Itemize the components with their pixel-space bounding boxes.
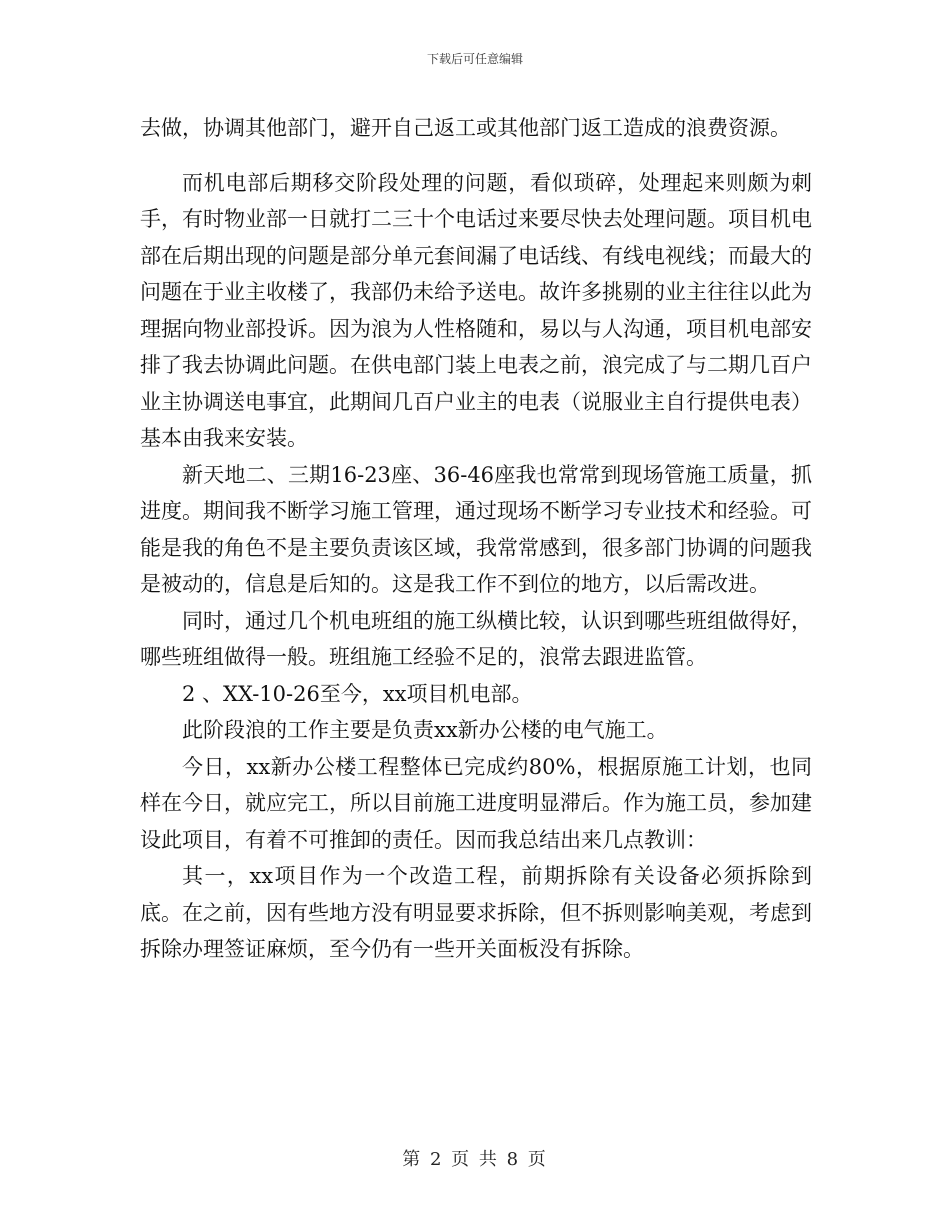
- paragraph-4: 同时，通过几个机电班组的施工纵横比较，认识到哪些班组做得好，哪些班组做得一般。班组施工经验不足的，浪常去跟进监管。: [140, 608, 812, 669]
- page-number-footer: 第 2 页 共 8 页: [402, 1149, 548, 1170]
- paragraph-6: 此阶段浪的工作主要是负责xx新办公楼的电气施工。: [182, 718, 668, 742]
- paragraph-7: 今日，xx新办公楼工程整体已完成约80%，根据原施工计划，也同样在今日，就应完工，所以目前施工进度明显滞后。作为施工员，参加建设此项目，有着不可推卸的责任。因而我总结出来几点教训：: [140, 754, 812, 852]
- paragraph-8: 其一，xx项目作为一个改造工程，前期拆除有关设备必须拆除到底。在之前，因有些地方没有明显要求拆除，但不拆则影响美观，考虑到拆除办理签证麻烦，至今仍有一些开关面板没有拆除。: [140, 864, 812, 961]
- paragraph-3: 新天地二、三期16-23座、36-46座我也常常到现场管施工质量，抓进度。期间我不断学习施工管理，通过现场不断学习专业技术和经验。可能是我的角色不是主要负责该区域，我常常感到，很多部门协调的问题我是被动的，信息是后知的。这是我工作不到位的地方，以后需改进。: [140, 462, 812, 596]
- paragraph-2: 而机电部后期移交阶段处理的问题，看似琐碎，处理起来则颇为刺手，有时物业部一日就打二三十个电话过来要尽快去处理问题。项目机电部在后期出现的问题是部分单元套间漏了电话线、有线电视线；而最大的问题在于业主收楼了，我部仍未给予送电。故许多挑剔的业主往往以此为理据向物业部投诉。因为浪为人性格随和，易以与人沟通，项目机电部安排了我去协调此问题。在供电部门装上电表之前，浪完成了与二期几百户业主协调送电事宜，此期间几百户业主的电表（说服业主自行提供电表）基本由我来安装。: [140, 170, 812, 450]
- page-header-note: 下载后可任意编辑: [426, 52, 523, 66]
- paragraph-5-section-heading: 2 、XX-10-26至今，xx项目机电部。: [182, 681, 533, 706]
- document-body: [140, 110, 812, 968]
- paragraph-1: 去做，协调其他部门，避开自己返工或其他部门返工造成的浪费资源。: [140, 116, 791, 140]
